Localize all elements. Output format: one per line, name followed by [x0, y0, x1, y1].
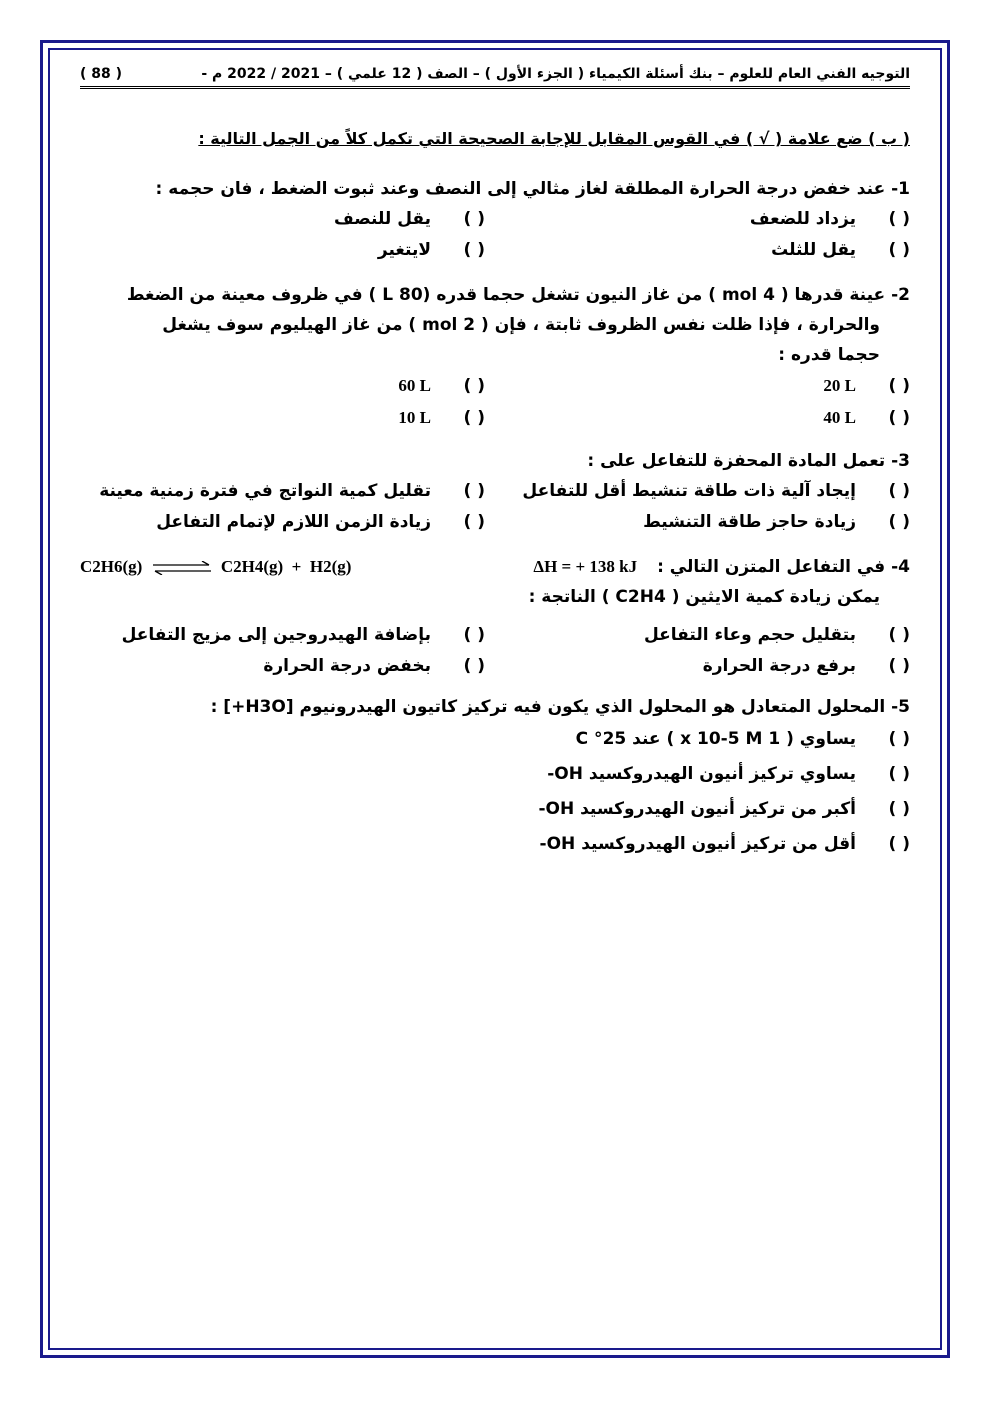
answer-bracket[interactable]: ( ) [888, 481, 910, 501]
question-3-options [80, 476, 910, 538]
option-text: يساوي تركيز أنيون الهيدروكسيد OH- [547, 764, 856, 784]
q4-option-d[interactable] [80, 651, 485, 682]
option-text: بإضافة الهيدروجين إلى مزيج التفاعل [121, 625, 431, 645]
product-1: C2H4(g) [220, 557, 284, 576]
equilibrium-reaction [80, 552, 351, 582]
delta-h: ΔH = + 138 kJ [533, 557, 638, 576]
plus-sign: + [291, 557, 302, 576]
question-4-stem-row [80, 552, 910, 582]
q4-option-a[interactable] [505, 620, 910, 651]
answer-bracket[interactable]: ( ) [463, 512, 485, 532]
option-text: زيادة الزمن اللازم لإتمام التفاعل [156, 512, 431, 532]
option-text: أقل من تركيز أنيون الهيدروكسيد OH- [539, 834, 856, 854]
option-text: 10 L [398, 408, 431, 427]
product-2: H2(g) [309, 557, 352, 576]
option-text: يقل للنصف [334, 209, 431, 229]
question-3 [80, 446, 910, 538]
answer-bracket[interactable]: ( ) [888, 799, 910, 819]
q5-option-a[interactable] [80, 722, 910, 757]
question-5-options [80, 722, 910, 862]
answer-bracket[interactable]: ( ) [463, 656, 485, 676]
option-text: بخفض درجة الحرارة [263, 656, 431, 676]
q3-option-d[interactable] [80, 507, 485, 538]
option-text: 40 L [823, 408, 856, 427]
q1-option-c[interactable] [505, 235, 910, 266]
page-header [80, 66, 910, 89]
q3-option-c[interactable] [505, 507, 910, 538]
option-text: لايتغير [377, 240, 431, 260]
answer-bracket[interactable]: ( ) [463, 376, 485, 396]
question-2-stem-line-3: حجما قدره : [778, 345, 880, 365]
answer-bracket[interactable]: ( ) [888, 240, 910, 260]
header-title: التوجيه الفني العام للعلوم – بنك أسئلة الكيمياء ( الجزء الأول ) – الصف ( 12 علمي ) – 2021 / 2022 م - [201, 66, 910, 82]
answer-bracket[interactable]: ( ) [888, 512, 910, 532]
question-4-stem-text: 4- في التفاعل المتزن التالي : [657, 557, 910, 577]
answer-bracket[interactable]: ( ) [888, 834, 910, 854]
q3-option-b[interactable] [80, 476, 485, 507]
answer-bracket[interactable]: ( ) [888, 729, 910, 749]
question-5-stem: 5- المحلول المتعادل هو المحلول الذي يكون فيه تركيز كاتيون الهيدرونيوم [H3O+] : [210, 697, 910, 717]
question-2-stem-line-2: والحرارة ، فإذا ظلت نفس الظروف ثابتة ، فإن ( 2 mol ) من غاز الهيليوم سوف يشغل [162, 315, 880, 335]
option-text: 60 L [398, 376, 431, 395]
answer-bracket[interactable]: ( ) [463, 240, 485, 260]
q5-option-c[interactable] [80, 792, 910, 827]
answer-bracket[interactable]: ( ) [463, 481, 485, 501]
answer-bracket[interactable]: ( ) [888, 625, 910, 645]
question-4-stem [533, 552, 910, 582]
page-number: ( 88 ) [80, 66, 123, 82]
option-text: يقل للثلث [771, 240, 856, 260]
q2-option-d[interactable] [80, 402, 485, 434]
question-1 [80, 174, 910, 266]
option-text: 20 L [823, 376, 856, 395]
answer-bracket[interactable]: ( ) [888, 408, 910, 428]
q3-option-a[interactable] [505, 476, 910, 507]
q2-option-c[interactable] [505, 402, 910, 434]
q5-option-b[interactable] [80, 757, 910, 792]
question-1-options [80, 204, 910, 266]
option-text: يزداد للضعف [749, 209, 856, 229]
question-1-stem: 1- عند خفض درجة الحرارة المطلقة لغاز مثالي إلى النصف وعند ثبوت الضغط ، فان حجمه : [155, 179, 910, 199]
answer-bracket[interactable]: ( ) [888, 376, 910, 396]
question-2 [80, 280, 910, 434]
q1-option-d[interactable] [80, 235, 485, 266]
worksheet [80, 66, 910, 862]
q2-option-b[interactable] [80, 370, 485, 402]
option-text: برفع درجة الحرارة [702, 656, 856, 676]
q1-option-b[interactable] [80, 204, 485, 235]
option-text: بتقليل حجم وعاء التفاعل [643, 625, 856, 645]
question-2-stem-line-1: 2- عينة قدرها ( 4 mol ) من غاز النيون تشغل حجما قدره (L 80 ) في ظروف معينة من الضغط [126, 285, 910, 305]
answer-bracket[interactable]: ( ) [463, 625, 485, 645]
q2-option-a[interactable] [505, 370, 910, 402]
question-5 [80, 692, 910, 862]
equilibrium-arrows-icon [147, 561, 217, 575]
question-2-options [80, 370, 910, 434]
answer-bracket[interactable]: ( ) [888, 656, 910, 676]
q1-option-a[interactable] [505, 204, 910, 235]
option-text: زيادة حاجز طاقة التنشيط [643, 512, 856, 532]
option-text: تقليل كمية النواتج في فترة زمنية معينة [99, 481, 431, 501]
answer-bracket[interactable]: ( ) [888, 209, 910, 229]
q4-option-b[interactable] [80, 620, 485, 651]
reactant: C2H6(g) [80, 557, 143, 576]
option-text: أكبر من تركيز أنيون الهيدروكسيد OH- [538, 799, 856, 819]
section-instruction: ( ب ) ضع علامة ( √ ) في القوس المقابل للإجابة الصحيحة التي تكمل كلاً من الجمل التالية : [198, 129, 910, 148]
q4-option-c[interactable] [505, 651, 910, 682]
option-text: يساوي ( 1 x 10-5 M ) عند 25° C [575, 729, 856, 749]
option-text: إيجاد آلية ذات طاقة تنشيط أقل للتفاعل [522, 481, 856, 501]
question-4-options [80, 620, 910, 682]
answer-bracket[interactable]: ( ) [463, 209, 485, 229]
question-4-stem-line-2: يمكن زيادة كمية الايثين ( C2H4 ) الناتجة : [528, 587, 880, 607]
question-3-stem: 3- تعمل المادة المحفزة للتفاعل على : [587, 451, 910, 471]
answer-bracket[interactable]: ( ) [463, 408, 485, 428]
q5-option-d[interactable] [80, 827, 910, 862]
question-4 [80, 552, 910, 682]
answer-bracket[interactable]: ( ) [888, 764, 910, 784]
